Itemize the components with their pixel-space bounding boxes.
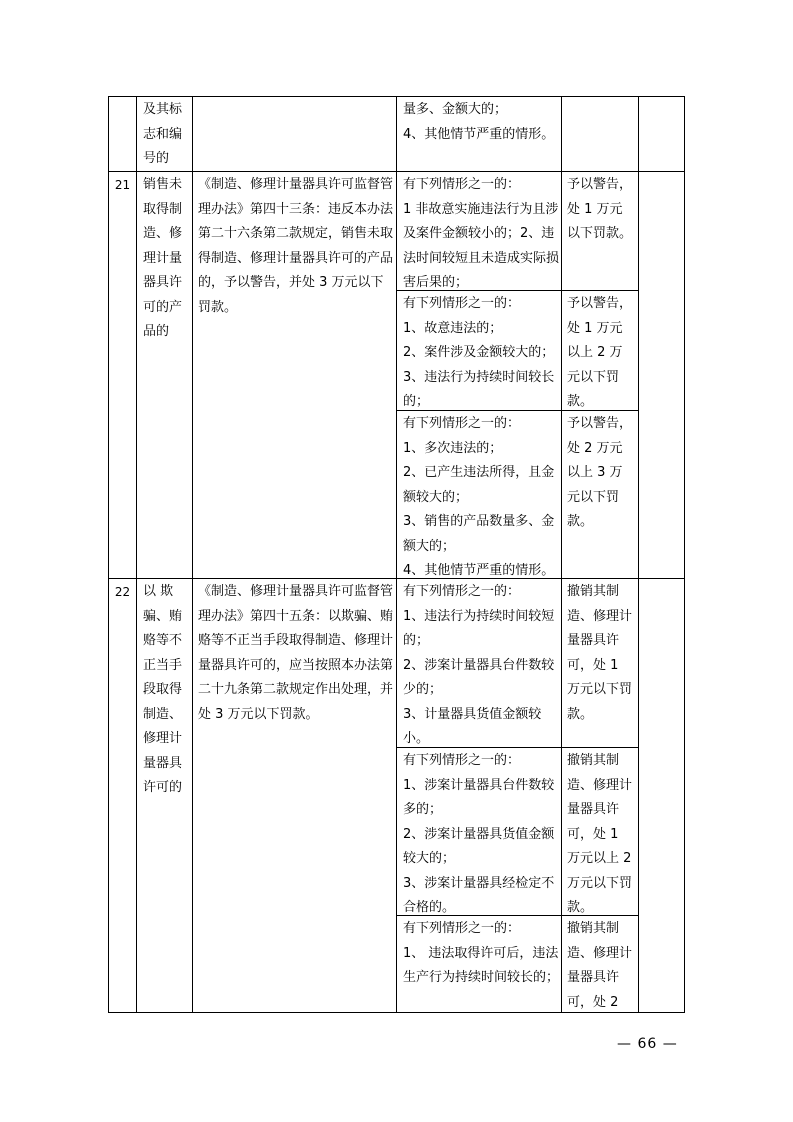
violation-name: 销售未取得制造、修理计量器具许可的产品的 bbox=[143, 177, 183, 339]
column-divider bbox=[192, 97, 193, 1012]
column-divider bbox=[136, 97, 137, 1012]
violation-name: 以 欺骗、贿赂等不正当手段取得制造、修理计量器具许可的 bbox=[143, 584, 183, 795]
penalty: 撤销其制造、修理计量器具许可，处 2 bbox=[567, 921, 633, 1010]
penalty: 予以警告，处 1 万元以下罚款。 bbox=[567, 177, 633, 241]
continuation-name: 及其标志和编号的 bbox=[143, 102, 183, 166]
circumstance: 有下列情形之一的： 1、故意违法的； 2、案件涉及金额较大的； 3、违法行为持续时间较长的； bbox=[403, 296, 555, 409]
column-divider bbox=[396, 97, 397, 1012]
row-number: 22 bbox=[114, 585, 131, 599]
circumstance: 有下列情形之一的： 1、多次违法的； 2、已产生违法所得，且金额较大的； 3、销售的产品数量多、金额大的； 4、其他情节严重的情形。 bbox=[403, 416, 555, 578]
row-divider bbox=[109, 578, 684, 579]
circumstance: 有下列情形之一的： 1、涉案计量器具台件数较多的； 2、涉案计量器具货值金额较大的； 3、涉案计量器具经检定不合格的。 bbox=[403, 753, 555, 915]
penalty: 予以警告，处 2 万元以上 3 万元以下罚款。 bbox=[567, 416, 633, 529]
legal-clause: 《制造、修理计量器具许可监督管理办法》第四十三条：违反本办法第二十六条第二款规定，销售未取得制造、修理计量器具许可的产品的，予以警告，并处 3 万元以下罚款。 bbox=[198, 177, 394, 315]
penalty: 撤销其制造、修理计量器具许可，处 1 万元以下罚款。 bbox=[567, 584, 633, 722]
continuation-circumstance: 量多、金额大的； 4、其他情节严重的情形。 bbox=[403, 102, 555, 142]
penalty: 予以警告，处 1 万元以上 2 万元以下罚款。 bbox=[567, 296, 633, 409]
column-divider bbox=[561, 97, 562, 1012]
circumstance: 有下列情形之一的： 1、 违法取得许可后，违法生产行为持续时间较长的； bbox=[403, 921, 560, 985]
row-number: 21 bbox=[114, 178, 131, 192]
page-number: — 66 — bbox=[617, 1036, 678, 1052]
penalty-table bbox=[108, 96, 685, 1013]
penalty: 撤销其制造、修理计量器具许可，处 1 万元以上 2 万元以下罚款。 bbox=[567, 753, 636, 915]
legal-clause: 《制造、修理计量器具许可监督管理办法》第四十五条：以欺骗、贿赂等不正当手段取得制造、修理计量器具许可的，应当按照本办法第二十九条第二款规定作出处理，并处 3 万元以下罚款。 bbox=[198, 584, 394, 722]
column-divider bbox=[638, 97, 639, 1012]
circumstance: 有下列情形之一的： 1、违法行为持续时间较短的； 2、涉案计量器具台件数较少的； 3、计量器具货值金额较小。 bbox=[403, 584, 555, 746]
circumstance: 有下列情形之一的： 1 非故意实施违法行为且涉及案件金额较小的；2、违法时间较短且未造成实际损害后果的； bbox=[403, 177, 560, 290]
row-divider bbox=[109, 171, 684, 172]
